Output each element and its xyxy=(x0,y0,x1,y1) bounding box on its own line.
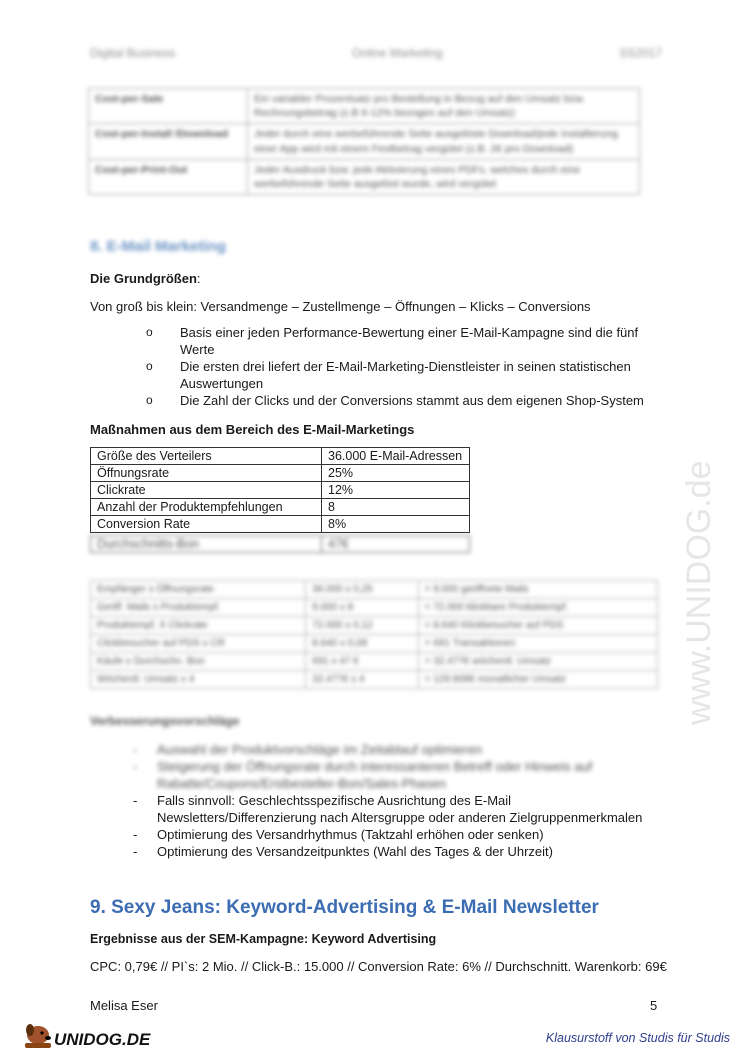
calc-cell: 32.477€ x 4 xyxy=(306,671,418,689)
calc-cell: 8.640 x 0,08 xyxy=(306,635,418,653)
table-row xyxy=(91,599,658,617)
cost-key: Cost-per-Install /Download xyxy=(89,124,248,159)
list-item: - Steigerung der Öffnungsrate durch interessanteren Betreff oder Hinweis auf Rabatte/Coupons/Erstbesteller-Bon/Sales-Phasen xyxy=(133,758,663,792)
grundgroessen-label: Die Grundgrößen xyxy=(90,271,197,286)
table-row xyxy=(91,516,470,533)
page-header xyxy=(90,46,662,60)
list-item: - Optimierung des Versandrhythmus (Taktzahl erhöhen oder senken) xyxy=(133,826,673,843)
calc-cell: 72.000 x 0,12 xyxy=(306,617,418,635)
table-row xyxy=(91,671,658,689)
calc-cell: Produktempf. X Clickrate xyxy=(91,617,306,635)
measure-key: Größe des Verteilers xyxy=(91,448,322,465)
measure-key: Clickrate xyxy=(91,482,322,499)
measure-value: 8 xyxy=(322,499,470,516)
measure-value: 36.000 E-Mail-Adressen xyxy=(322,448,470,465)
table-row xyxy=(91,635,658,653)
cost-table xyxy=(88,88,640,195)
calc-cell: = 8.640 Klickbesucher auf PDS xyxy=(418,617,657,635)
grundgroessen-list xyxy=(146,324,662,409)
header-right: SS2017 xyxy=(619,46,662,60)
calc-cell: 691 x 47 € xyxy=(306,653,418,671)
list-item: o Basis einer jeden Performance-Bewertung einer E-Mail-Kampagne sind die fünf Werte xyxy=(146,324,662,358)
table-row xyxy=(91,465,470,482)
header-left: Digital Business xyxy=(90,46,176,60)
measure-value: 25% xyxy=(322,465,470,482)
watermark xyxy=(680,260,720,730)
table-row xyxy=(91,581,658,599)
table-row xyxy=(89,124,640,159)
table-row xyxy=(91,536,470,553)
cost-key: Cost-per-Print-Out xyxy=(89,159,248,194)
calc-cell: = 32.477€ wöchentl. Umsatz xyxy=(418,653,657,671)
section-8-heading: 8. E-Mail Marketing xyxy=(90,238,226,255)
table-row xyxy=(89,159,640,194)
measures-table-blurred-row xyxy=(90,535,470,553)
measure-key: Anzahl der Produktempfehlungen xyxy=(91,499,322,516)
measure-value: 47€ xyxy=(322,536,470,553)
grundgroessen-heading xyxy=(90,270,201,287)
header-center: Online Marketing xyxy=(351,46,443,60)
list-item: - Falls sinnvoll: Geschlechtsspezifische Ausrichtung des E-Mail Newsletters/Differenzierung nach Altersgruppe oder anderen Zielgruppenmerkmalen xyxy=(133,792,673,826)
calc-table xyxy=(90,580,658,689)
calc-cell: Wöchentl. Umsatz x 4 xyxy=(91,671,306,689)
calc-cell: Empfänger x Öffnungsrate xyxy=(91,581,306,599)
unidog-logo xyxy=(22,1013,172,1053)
measure-key: Öffnungsrate xyxy=(91,465,322,482)
table-row xyxy=(91,448,470,465)
table-row xyxy=(89,89,640,124)
calc-cell: Käufe x Durchschn. Bon xyxy=(91,653,306,671)
footer-tagline: Klausurstoff von Studis für Studis xyxy=(545,1031,730,1045)
calc-cell: Clickbesucher auf PDS x CR xyxy=(91,635,306,653)
watermark-text: www.UNIDOG.de xyxy=(680,460,718,725)
intro-line: Von groß bis klein: Versandmenge – Zustellmenge – Öffnungen – Klicks – Conversions xyxy=(90,299,591,314)
cost-value: Jeder Ausdruck bzw. jede Aktivierung eines PDFs, welches durch eine werbeführende Seite ausgelöst wurde, wird vergütet xyxy=(248,159,640,194)
list-item: - Optimierung des Versandzeitpunktes (Wahl des Tages & der Uhrzeit) xyxy=(133,843,673,860)
list-item: o Die ersten drei liefert der E-Mail-Marketing-Dienstleister in seinen statistischen Auswertungen xyxy=(146,358,662,392)
footer-author: Melisa Eser xyxy=(90,998,158,1013)
table-row xyxy=(91,482,470,499)
calc-cell: = 72.000 klickbare Produktempf. xyxy=(418,599,657,617)
table-row xyxy=(91,499,470,516)
table-row xyxy=(91,617,658,635)
sem-results-line: CPC: 0,79€ // PI`s: 2 Mio. // Click-B.: 15.000 // Conversion Rate: 6% // Durchschnitt. Warenkorb: 69€ xyxy=(90,959,667,974)
calc-cell: = 691 Transaktionen xyxy=(418,635,657,653)
list-item: - Auswahl der Produktvorschläge im Zeitablauf optimieren xyxy=(133,741,663,758)
page-number: 5 xyxy=(650,998,658,1013)
cost-value: Jeder durch eine werbeführende Seite ausgelöste Download/jede Installierung einer App wird mit einem Festbetrag vergütet (z.B. 2€ pro Download) xyxy=(248,124,640,159)
measures-heading: Maßnahmen aus dem Bereich des E-Mail-Marketings xyxy=(90,422,415,437)
cost-key: Cost-per-Sale xyxy=(89,89,248,124)
improve-heading: Verbesserungsvorschläge xyxy=(90,714,240,728)
section-9-heading: 9. Sexy Jeans: Keyword-Advertising & E-Mail Newsletter xyxy=(90,897,599,918)
calc-cell: 36.000 x 0,25 xyxy=(306,581,418,599)
list-item: o Die Zahl der Clicks und der Conversions stammt aus dem eigenen Shop-System xyxy=(146,392,662,409)
logo-text: UNIDOG.DE xyxy=(54,1030,151,1049)
measure-value: 12% xyxy=(322,482,470,499)
measures-table xyxy=(90,447,470,533)
sem-results-heading: Ergebnisse aus der SEM-Kampagne: Keyword Advertising xyxy=(90,932,437,946)
measure-value: 8% xyxy=(322,516,470,533)
grundgroessen-colon: : xyxy=(196,271,201,286)
table-row xyxy=(91,653,658,671)
calc-cell: 9.000 x 8 xyxy=(306,599,418,617)
dog-icon xyxy=(22,1013,172,1053)
measure-key: Conversion Rate xyxy=(91,516,322,533)
measure-key: Durchschnitts-Bon xyxy=(91,536,322,553)
cost-value: Ein variabler Prozentsatz pro Bestellung in Bezug auf den Umsatz bzw. Rechnungsbetrag (z.B 6-12% bezogen auf den Umsatz) xyxy=(248,89,640,124)
calc-cell: = 129.908€ monatlicher Umsatz xyxy=(418,671,657,689)
improve-list xyxy=(133,792,673,860)
calc-cell: = 9.000 geöffnete Mails xyxy=(418,581,657,599)
calc-cell: Geöff. Mails x Produktempf. xyxy=(91,599,306,617)
improve-list-blurred xyxy=(133,741,663,792)
